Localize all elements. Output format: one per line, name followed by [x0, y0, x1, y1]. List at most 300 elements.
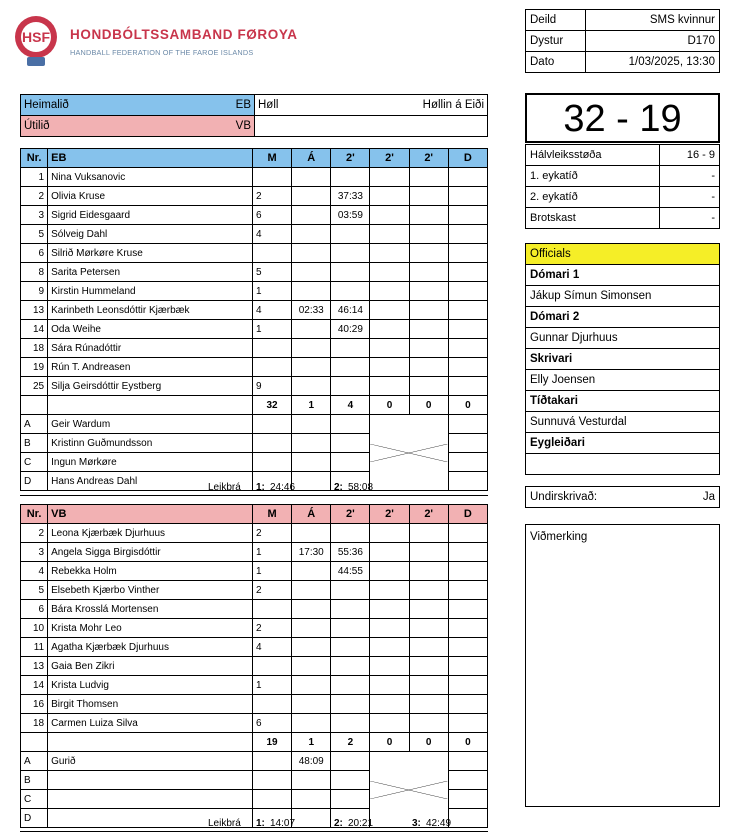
player-disqualification [448, 657, 487, 676]
player-suspension-3 [409, 714, 448, 733]
deild-label: Deild [526, 10, 586, 31]
referee1-label: Dómari 1 [526, 265, 720, 286]
player-suspension-3 [409, 225, 448, 244]
hsf-logo-icon [12, 13, 62, 69]
staff-letter: B [21, 771, 48, 790]
staff-empty [331, 415, 370, 434]
player-disqualification [448, 524, 487, 543]
shootout-label: Brotskast [526, 208, 660, 229]
staff-warning [292, 434, 331, 453]
player-goals: 2 [252, 619, 291, 638]
player-suspension-2 [370, 600, 409, 619]
player-disqualification [448, 581, 487, 600]
player-suspension-3 [409, 695, 448, 714]
player-number: 3 [21, 206, 48, 225]
home-player-row [21, 263, 488, 282]
staff-name: Kristinn Guðmundsson [48, 434, 253, 453]
player-number: 5 [21, 581, 48, 600]
staff-empty [252, 415, 291, 434]
player-suspension-3 [409, 657, 448, 676]
player-number: 11 [21, 638, 48, 657]
player-name: Krista Mohr Leo [48, 619, 253, 638]
total-a: 1 [292, 733, 331, 752]
player-suspension-1 [331, 168, 370, 187]
player-warning [292, 339, 331, 358]
player-warning [292, 524, 331, 543]
total-d: 0 [448, 396, 487, 415]
player-suspension-2 [370, 320, 409, 339]
home-col-2min-1: 2' [331, 149, 370, 168]
venue-empty [255, 116, 488, 137]
staff-empty [448, 771, 487, 790]
timeout-time: 58:08 [348, 482, 374, 493]
away-col-2min-1: 2' [331, 505, 370, 524]
home-player-row [21, 320, 488, 339]
player-suspension-3 [409, 581, 448, 600]
away-player-row [21, 695, 488, 714]
total-t1: 4 [331, 396, 370, 415]
player-number: 16 [21, 695, 48, 714]
player-name: Sólveig Dahl [48, 225, 253, 244]
away-col-d: D [448, 505, 487, 524]
player-warning [292, 676, 331, 695]
scorekeeper-name: Elly Joensen [526, 370, 720, 391]
logo-letters: HSF [22, 29, 50, 45]
player-disqualification [448, 168, 487, 187]
player-warning [292, 714, 331, 733]
totals-empty-name [48, 396, 253, 415]
hall-value: Høllin á Eiði [295, 95, 488, 116]
timeout-time: 24:46 [270, 482, 296, 493]
player-number: 19 [21, 358, 48, 377]
player-suspension-2 [370, 168, 409, 187]
remarks-box [525, 524, 720, 807]
player-disqualification [448, 225, 487, 244]
player-suspension-2 [370, 543, 409, 562]
home-roster-table [20, 148, 488, 491]
staff-letter: D [21, 809, 48, 828]
player-goals: 2 [252, 581, 291, 600]
home-player-row [21, 339, 488, 358]
player-suspension-3 [409, 377, 448, 396]
player-warning [292, 187, 331, 206]
staff-empty [331, 771, 370, 790]
player-goals [252, 358, 291, 377]
total-m: 32 [252, 396, 291, 415]
home-col-d: D [448, 149, 487, 168]
player-name: Krista Ludvig [48, 676, 253, 695]
away-totals-row [21, 733, 488, 752]
officials-table [525, 243, 720, 475]
player-suspension-3 [409, 301, 448, 320]
player-disqualification [448, 206, 487, 225]
player-suspension-1 [331, 225, 370, 244]
player-suspension-3 [409, 619, 448, 638]
signed-value: Ja [670, 487, 720, 508]
match-info-table [525, 9, 720, 73]
player-goals: 6 [252, 714, 291, 733]
hall-label: Høll [255, 95, 295, 116]
player-goals: 4 [252, 301, 291, 320]
player-goals: 5 [252, 263, 291, 282]
player-number: 18 [21, 714, 48, 733]
player-goals: 4 [252, 225, 291, 244]
player-suspension-2 [370, 676, 409, 695]
total-t3: 0 [409, 733, 448, 752]
player-disqualification [448, 638, 487, 657]
dystur-label: Dystur [526, 31, 586, 52]
away-player-row [21, 524, 488, 543]
away-code: VB [181, 116, 255, 137]
staff-letter: D [21, 472, 48, 491]
player-number: 10 [21, 619, 48, 638]
home-label: Heimalið [21, 95, 181, 116]
away-col-2min-2: 2' [370, 505, 409, 524]
player-suspension-2 [370, 695, 409, 714]
player-warning [292, 581, 331, 600]
staff-empty [448, 415, 487, 434]
staff-letter: C [21, 790, 48, 809]
staff-empty [331, 434, 370, 453]
staff-empty [331, 752, 370, 771]
home-player-row [21, 225, 488, 244]
player-suspension-2 [370, 638, 409, 657]
home-player-row [21, 377, 488, 396]
player-disqualification [448, 301, 487, 320]
player-warning [292, 320, 331, 339]
player-suspension-3 [409, 358, 448, 377]
player-suspension-2 [370, 377, 409, 396]
timeout-time: 42:49 [426, 818, 452, 829]
player-goals: 1 [252, 320, 291, 339]
player-name: Angela Sigga Birgisdóttir [48, 543, 253, 562]
staff-letter: A [21, 752, 48, 771]
player-number: 13 [21, 301, 48, 320]
player-name: Sára Rúnadóttir [48, 339, 253, 358]
staff-name [48, 771, 253, 790]
timeout-time: 14:07 [270, 818, 296, 829]
player-suspension-1: 44:55 [331, 562, 370, 581]
home-col-a: Á [292, 149, 331, 168]
teams-venue-table [20, 94, 488, 137]
timeout-time: 20:21 [348, 818, 374, 829]
home-col-2min-3: 2' [409, 149, 448, 168]
player-suspension-3 [409, 562, 448, 581]
away-roster-table [20, 504, 488, 828]
away-col-m: M [252, 505, 291, 524]
away-player-row [21, 581, 488, 600]
player-number: 18 [21, 339, 48, 358]
away-player-row [21, 676, 488, 695]
player-suspension-2 [370, 301, 409, 320]
staff-empty [448, 434, 487, 453]
player-disqualification [448, 187, 487, 206]
timekeeper-name: Sunnuvá Vesturdal [526, 412, 720, 433]
timekeeper-label: Tíðtakari [526, 391, 720, 412]
player-name: Leona Kjærbæk Djurhuus [48, 524, 253, 543]
player-goals: 1 [252, 282, 291, 301]
player-suspension-1 [331, 676, 370, 695]
player-name: Carmen Luiza Silva [48, 714, 253, 733]
player-goals [252, 244, 291, 263]
staff-warning [292, 453, 331, 472]
ot2-label: 2. eykatíð [526, 187, 660, 208]
player-name: Agatha Kjærbæk Djurhuus [48, 638, 253, 657]
player-number: 1 [21, 168, 48, 187]
player-suspension-1 [331, 339, 370, 358]
player-suspension-1 [331, 581, 370, 600]
player-suspension-1 [331, 657, 370, 676]
final-score: 32 - 19 [525, 93, 720, 143]
player-disqualification [448, 714, 487, 733]
player-warning [292, 225, 331, 244]
player-suspension-2 [370, 714, 409, 733]
player-suspension-1 [331, 377, 370, 396]
player-suspension-2 [370, 339, 409, 358]
player-warning [292, 282, 331, 301]
halftime-label: Hálvleiksstøða [526, 145, 660, 166]
player-disqualification [448, 676, 487, 695]
timeouts-label: Leikbrá [208, 482, 241, 493]
player-suspension-3 [409, 339, 448, 358]
player-suspension-1 [331, 263, 370, 282]
timeout-number: 2: [334, 818, 343, 829]
away-col-nr: Nr. [21, 505, 48, 524]
totals-empty-name [48, 733, 253, 752]
dato-value: 1/03/2025, 13:30 [586, 52, 720, 73]
home-player-row [21, 244, 488, 263]
staff-empty [252, 752, 291, 771]
home-col-m: M [252, 149, 291, 168]
away-col-2min-3: 2' [409, 505, 448, 524]
staff-empty [252, 790, 291, 809]
player-number: 13 [21, 657, 48, 676]
player-name: Rún T. Andreasen [48, 358, 253, 377]
player-warning: 02:33 [292, 301, 331, 320]
signed-table [525, 486, 720, 508]
player-suspension-3 [409, 244, 448, 263]
player-suspension-3 [409, 187, 448, 206]
signed-label: Undirskrivað: [526, 487, 670, 508]
player-name: Silrið Mørkøre Kruse [48, 244, 253, 263]
player-goals [252, 339, 291, 358]
player-suspension-2 [370, 263, 409, 282]
player-number: 5 [21, 225, 48, 244]
player-disqualification [448, 320, 487, 339]
player-goals: 9 [252, 377, 291, 396]
player-goals [252, 600, 291, 619]
home-player-row [21, 282, 488, 301]
total-d: 0 [448, 733, 487, 752]
player-disqualification [448, 339, 487, 358]
ot1-label: 1. eykatíð [526, 166, 660, 187]
staff-empty [331, 790, 370, 809]
player-suspension-1 [331, 244, 370, 263]
home-player-row [21, 168, 488, 187]
player-suspension-1 [331, 600, 370, 619]
player-number: 14 [21, 676, 48, 695]
player-name: Nina Vuksanovic [48, 168, 253, 187]
player-suspension-3 [409, 524, 448, 543]
delegate-name [526, 454, 720, 475]
player-suspension-2 [370, 187, 409, 206]
player-suspension-3 [409, 263, 448, 282]
staff-letter: A [21, 415, 48, 434]
staff-name: Geir Wardum [48, 415, 253, 434]
player-suspension-1 [331, 714, 370, 733]
halftime-value: 16 - 9 [660, 145, 720, 166]
staff-name: Gurið [48, 752, 253, 771]
player-suspension-1 [331, 638, 370, 657]
referee1-name: Jákup Símun Simonsen [526, 286, 720, 307]
player-suspension-2 [370, 206, 409, 225]
player-disqualification [448, 695, 487, 714]
player-number: 6 [21, 244, 48, 263]
away-player-row [21, 600, 488, 619]
away-team-code: VB [48, 505, 253, 524]
player-suspension-3 [409, 638, 448, 657]
away-header-row [21, 505, 488, 524]
total-a: 1 [292, 396, 331, 415]
player-name: Rebekka Holm [48, 562, 253, 581]
staff-empty [448, 790, 487, 809]
player-suspension-2 [370, 619, 409, 638]
player-goals [252, 168, 291, 187]
dato-label: Dato [526, 52, 586, 73]
deild-value: SMS kvinnur [586, 10, 720, 31]
player-suspension-2 [370, 225, 409, 244]
player-name: Karinbeth Leonsdóttir Kjærbæk [48, 301, 253, 320]
player-name: Silja Geirsdóttir Eystberg [48, 377, 253, 396]
home-player-row [21, 187, 488, 206]
player-goals [252, 695, 291, 714]
player-suspension-1 [331, 282, 370, 301]
player-goals: 2 [252, 187, 291, 206]
away-player-row [21, 562, 488, 581]
away-staff-row [21, 752, 488, 771]
total-t1: 2 [331, 733, 370, 752]
away-player-row [21, 543, 488, 562]
totals-empty-nr [21, 396, 48, 415]
player-name: Olivia Kruse [48, 187, 253, 206]
player-name: Sarita Petersen [48, 263, 253, 282]
player-number: 3 [21, 543, 48, 562]
home-player-row [21, 301, 488, 320]
staff-letter: B [21, 434, 48, 453]
ot1-value: - [660, 166, 720, 187]
delegate-label: Eygleiðari [526, 433, 720, 454]
player-warning: 17:30 [292, 543, 331, 562]
timeouts-label: Leikbrá [208, 818, 241, 829]
player-warning [292, 600, 331, 619]
away-player-row [21, 638, 488, 657]
staff-name [48, 790, 253, 809]
staff-empty [252, 453, 291, 472]
player-name: Bára Krosslá Mortensen [48, 600, 253, 619]
cross-icon [370, 444, 447, 462]
timeout-number: 2: [334, 482, 343, 493]
staff-empty [331, 453, 370, 472]
timeout-number: 1: [256, 482, 265, 493]
player-suspension-3 [409, 676, 448, 695]
staff-warning [292, 415, 331, 434]
staff-warning [292, 771, 331, 790]
player-warning [292, 206, 331, 225]
dystur-value: D170 [586, 31, 720, 52]
player-suspension-3 [409, 600, 448, 619]
home-totals-row [21, 396, 488, 415]
player-suspension-1 [331, 358, 370, 377]
player-disqualification [448, 282, 487, 301]
home-col-2min-2: 2' [370, 149, 409, 168]
player-suspension-2 [370, 524, 409, 543]
player-warning [292, 657, 331, 676]
player-suspension-3 [409, 168, 448, 187]
totals-empty-nr [21, 733, 48, 752]
player-disqualification [448, 600, 487, 619]
staff-empty [448, 752, 487, 771]
shootout-value: - [660, 208, 720, 229]
player-name: Kirstin Hummeland [48, 282, 253, 301]
staff-name: Ingun Mørkøre [48, 453, 253, 472]
player-disqualification [448, 244, 487, 263]
ot2-value: - [660, 187, 720, 208]
player-suspension-3 [409, 320, 448, 339]
staff-empty [448, 453, 487, 472]
staff-warning: 48:09 [292, 752, 331, 771]
away-col-a: Á [292, 505, 331, 524]
player-disqualification [448, 358, 487, 377]
player-warning [292, 695, 331, 714]
away-player-row [21, 714, 488, 733]
player-disqualification [448, 543, 487, 562]
home-player-row [21, 358, 488, 377]
player-suspension-3 [409, 206, 448, 225]
player-suspension-1: 03:59 [331, 206, 370, 225]
home-col-nr: Nr. [21, 149, 48, 168]
player-warning [292, 263, 331, 282]
player-name: Gaia Ben Zikri [48, 657, 253, 676]
away-player-row [21, 619, 488, 638]
officials-title: Officials [526, 244, 720, 265]
player-name: Birgit Thomsen [48, 695, 253, 714]
player-disqualification [448, 377, 487, 396]
staff-warning [292, 790, 331, 809]
timeout-number: 3: [412, 818, 421, 829]
player-disqualification [448, 619, 487, 638]
home-header-row [21, 149, 488, 168]
player-warning [292, 358, 331, 377]
player-suspension-1 [331, 695, 370, 714]
player-suspension-1: 40:29 [331, 320, 370, 339]
player-suspension-1 [331, 524, 370, 543]
total-t2: 0 [370, 396, 409, 415]
timeout-number: 1: [256, 818, 265, 829]
player-warning [292, 377, 331, 396]
player-name: Sigrid Eidesgaard [48, 206, 253, 225]
player-number: 4 [21, 562, 48, 581]
player-goals: 1 [252, 543, 291, 562]
player-suspension-2 [370, 358, 409, 377]
player-warning [292, 619, 331, 638]
home-timeouts [20, 480, 488, 496]
player-suspension-1: 37:33 [331, 187, 370, 206]
away-timeouts [20, 816, 488, 832]
score-details-table [525, 144, 720, 229]
player-suspension-3 [409, 282, 448, 301]
player-number: 8 [21, 263, 48, 282]
player-suspension-2 [370, 562, 409, 581]
